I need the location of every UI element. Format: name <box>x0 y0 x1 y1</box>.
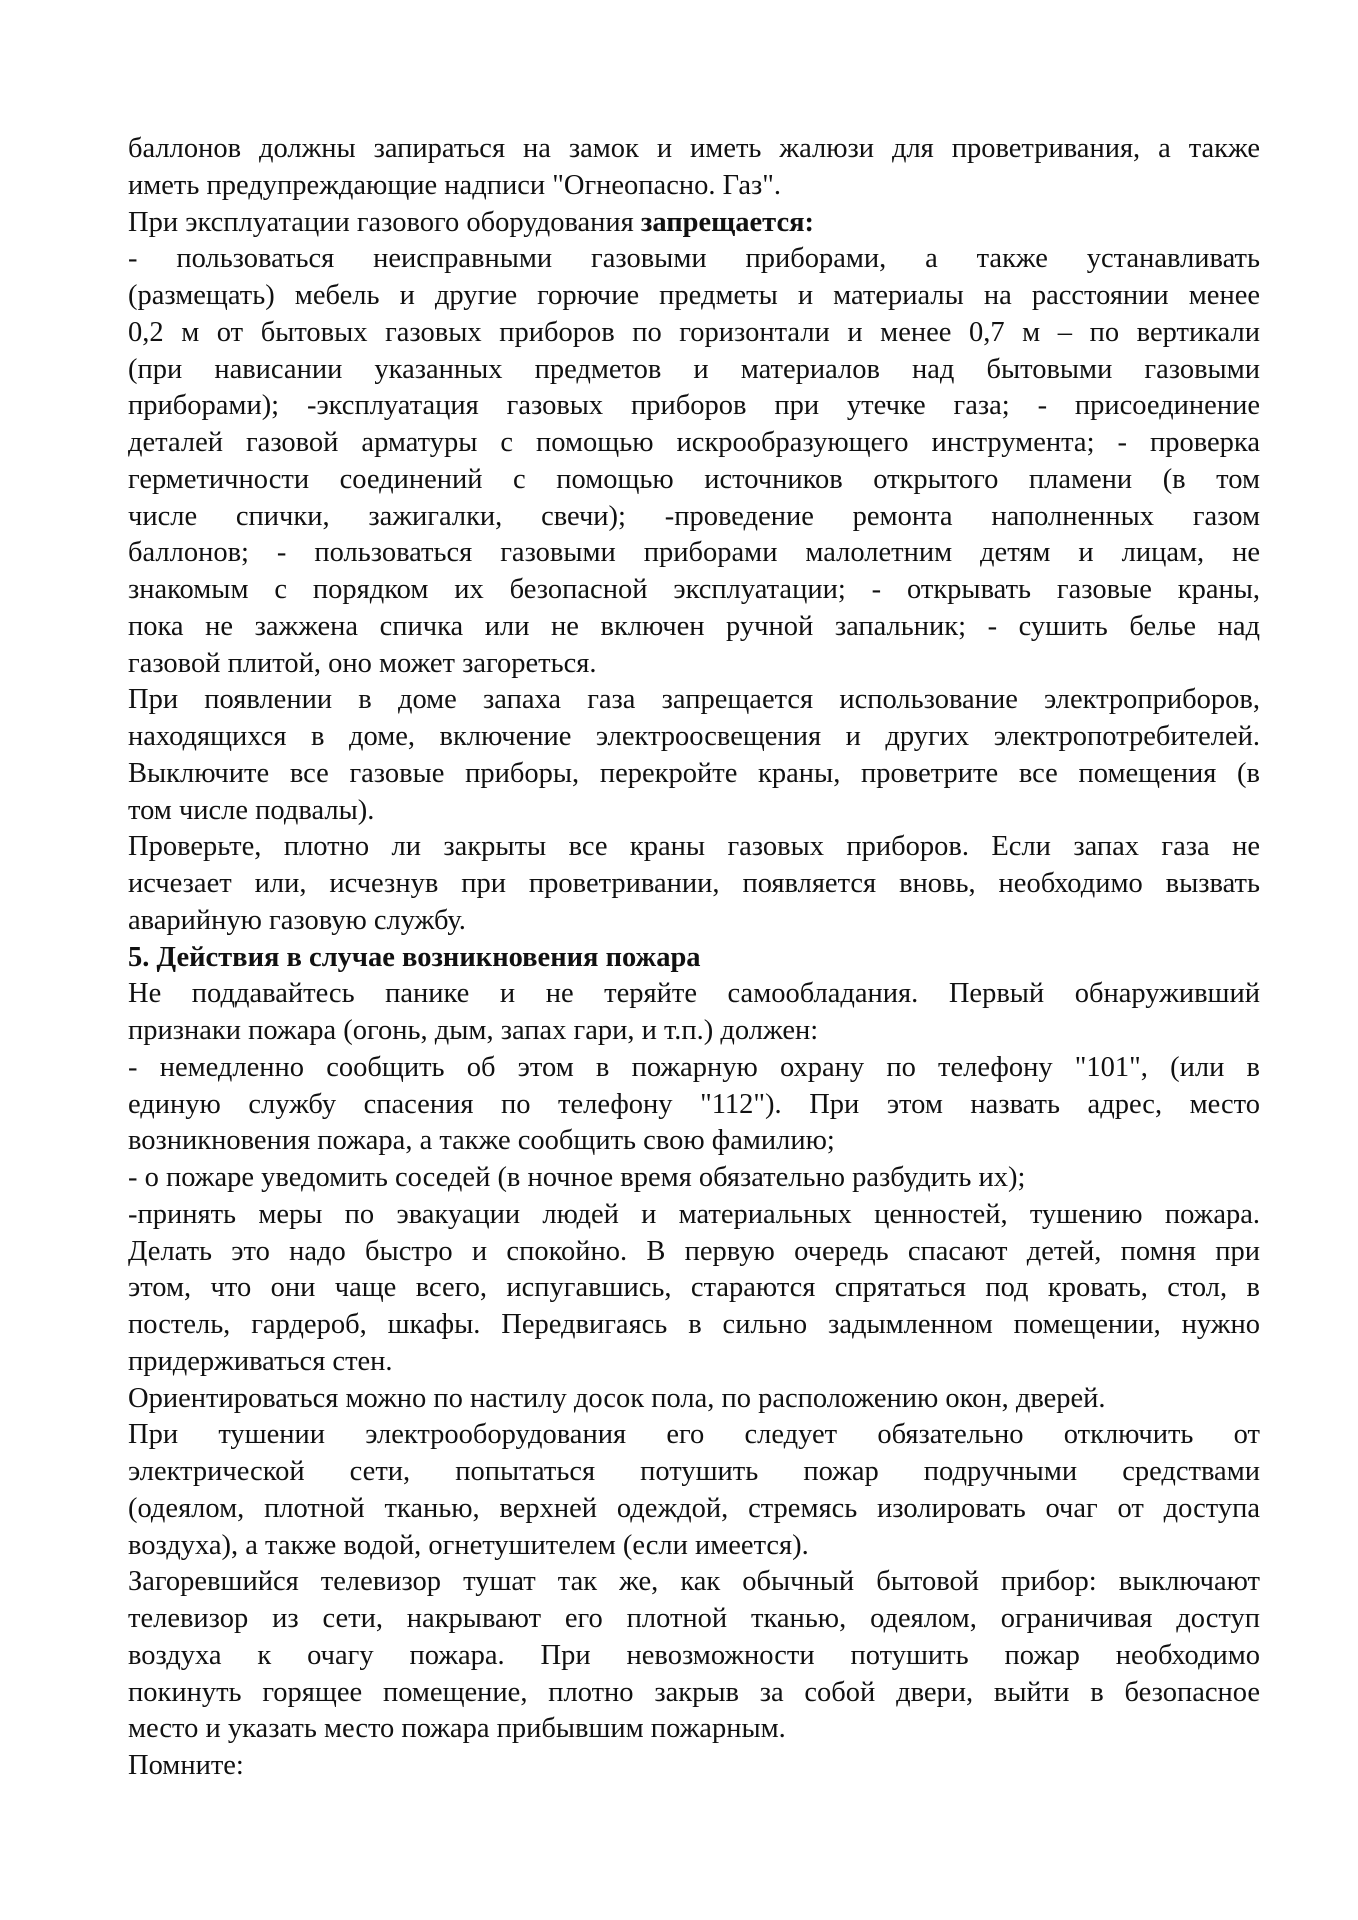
line-text: - немедленно сообщить об этом в пожарную охрану по телефону "101", (или в <box>128 1051 1260 1083</box>
text-line <box>128 1638 1260 1675</box>
line-text: Выключите все газовые приборы, перекройте краны, проветрите все помещения (в <box>128 757 1260 789</box>
line-text: придерживаться стен. <box>128 1345 393 1377</box>
document-page <box>128 131 1260 1785</box>
text-line <box>128 1711 1260 1748</box>
line-text: воздуха к очагу пожара. При невозможности потушить пожар необходимо <box>128 1639 1260 1671</box>
line-text: место и указать место пожара прибывшим пожарным. <box>128 1713 786 1745</box>
line-text: Загоревшийся телевизор тушат так же, как обычный бытовой прибор: выключают <box>128 1566 1260 1598</box>
line-text: пока не зажжена спичка или не включен ручной запальник; - сушить белье над <box>128 610 1260 642</box>
section-heading-text: 5. Действия в случае возникновения пожара <box>128 941 701 973</box>
line-text: том числе подвалы). <box>128 794 375 826</box>
text-line <box>128 572 1260 609</box>
text-line <box>128 866 1260 903</box>
line-text: этом, что они чаще всего, испугавшись, стараются спрятаться под кровать, стол, в <box>128 1272 1260 1304</box>
line-text: признаки пожара (огонь, дым, запах гари, и т.п.) должен: <box>128 1015 819 1046</box>
text-line <box>128 1601 1260 1638</box>
line-text: единую службу спасения по телефону "112"). При этом назвать адрес, место <box>128 1088 1260 1120</box>
text-line <box>128 131 1260 168</box>
line-text: покинуть горящее помещение, плотно закрыв за собой двери, выйти в безопасное <box>128 1676 1260 1708</box>
line-text: (размещать) мебель и другие горючие предметы и материалы на расстоянии менее <box>128 280 1260 311</box>
line-text: баллонов должны запираться на замок и иметь жалюзи для проветривания, а также <box>128 133 1260 164</box>
text-line <box>128 1454 1260 1491</box>
text-line <box>128 682 1260 719</box>
section-heading <box>128 940 1260 977</box>
text-line <box>128 1564 1260 1601</box>
bold-emphasis: запрещается: <box>640 206 815 238</box>
text-line <box>128 462 1260 499</box>
text-line <box>128 1050 1260 1087</box>
line-text: (при нависании указанных предметов и материалов над бытовыми газовыми <box>128 353 1260 385</box>
line-text: Делать это надо быстро и спокойно. В первую очередь спасают детей, помня при <box>128 1235 1260 1267</box>
text-line <box>128 609 1260 646</box>
line-text: возникновения пожара, а также сообщить свою фамилию; <box>128 1125 835 1157</box>
text-line <box>128 976 1260 1013</box>
text-line <box>128 829 1260 866</box>
text-line <box>128 168 1260 205</box>
line-text: -принять меры по эвакуации людей и материальных ценностей, тушению пожара. <box>128 1198 1260 1230</box>
text-line <box>128 1123 1260 1160</box>
text-line <box>128 1675 1260 1712</box>
line-text: приборами); -эксплуатация газовых приборов при утечке газа; - присоединение <box>128 390 1260 422</box>
line-text: 0,2 м от бытовых газовых приборов по горизонтали и менее 0,7 м – по вертикали <box>128 316 1260 348</box>
line-text: аварийную газовую службу. <box>128 904 466 936</box>
text-line <box>128 499 1260 536</box>
line-text: Ориентироваться можно по настилу досок пола, по расположению окон, дверей. <box>128 1382 1106 1414</box>
line-text: постель, гардероб, шкафы. Передвигаясь в сильно задымленном помещении, нужно <box>128 1309 1260 1340</box>
text-line <box>128 241 1260 278</box>
text-line <box>128 352 1260 389</box>
text-line <box>128 278 1260 315</box>
line-text: иметь предупреждающие надписи "Огнеопасно. Газ". <box>128 169 782 201</box>
text-line <box>128 1491 1260 1528</box>
text-line <box>128 205 1260 242</box>
line-text: газовой плитой, оно может загореться. <box>128 647 597 679</box>
line-text: При эксплуатации газового оборудования <box>128 206 641 238</box>
text-line <box>128 535 1260 572</box>
text-line <box>128 1197 1260 1234</box>
text-line <box>128 1748 1260 1785</box>
text-line <box>128 1087 1260 1124</box>
line-text: телевизор из сети, накрывают его плотной тканью, одеялом, ограничивая доступ <box>128 1603 1260 1634</box>
line-text: Не поддавайтесь панике и не теряйте самообладания. Первый обнаруживший <box>128 978 1260 1010</box>
line-text: воздуха), а также водой, огнетушителем (если имеется). <box>128 1529 809 1561</box>
line-text: (одеялом, плотной тканью, верхней одеждой, стремясь изолировать очаг от доступа <box>128 1492 1260 1524</box>
line-text: - о пожаре уведомить соседей (в ночное время обязательно разбудить их); <box>128 1162 1026 1193</box>
text-line <box>128 1270 1260 1307</box>
text-line <box>128 646 1260 683</box>
line-text: баллонов; - пользоваться газовыми приборами малолетним детям и лицам, не <box>128 537 1260 569</box>
line-text: электрической сети, попытаться потушить пожар подручными средствами <box>128 1456 1260 1487</box>
line-text: При появлении в доме запаха газа запрещается использование электроприборов, <box>128 684 1260 716</box>
line-text: герметичности соединений с помощью источников открытого пламени (в том <box>128 463 1260 495</box>
line-text: При тушении электрооборудования его следует обязательно отключить от <box>128 1419 1260 1451</box>
line-text: исчезает или, исчезнув при проветривании, появляется вновь, необходимо вызвать <box>128 868 1260 899</box>
text-line <box>128 1307 1260 1344</box>
text-line <box>128 756 1260 793</box>
line-text: - пользоваться неисправными газовыми приборами, а также устанавливать <box>128 243 1260 275</box>
line-text: деталей газовой арматуры с помощью искрообразующего инструмента; - проверка <box>128 427 1260 458</box>
text-line <box>128 1381 1260 1418</box>
line-text: знакомым с порядком их безопасной эксплуатации; - открывать газовые краны, <box>128 574 1260 605</box>
text-line <box>128 388 1260 425</box>
text-line <box>128 1417 1260 1454</box>
line-text: числе спички, зажигалки, свечи); -проведение ремонта наполненных газом <box>128 500 1260 532</box>
text-line <box>128 1160 1260 1197</box>
text-line <box>128 719 1260 756</box>
text-line <box>128 315 1260 352</box>
text-line <box>128 1344 1260 1381</box>
text-line <box>128 793 1260 830</box>
line-text: Помните: <box>128 1750 244 1781</box>
line-text: Проверьте, плотно ли закрыты все краны газовых приборов. Если запах газа не <box>128 831 1260 863</box>
text-line <box>128 1013 1260 1050</box>
line-text: находящихся в доме, включение электроосвещения и других электропотребителей. <box>128 721 1260 752</box>
text-line <box>128 1528 1260 1565</box>
text-line <box>128 1234 1260 1271</box>
text-line <box>128 425 1260 462</box>
text-line <box>128 903 1260 940</box>
